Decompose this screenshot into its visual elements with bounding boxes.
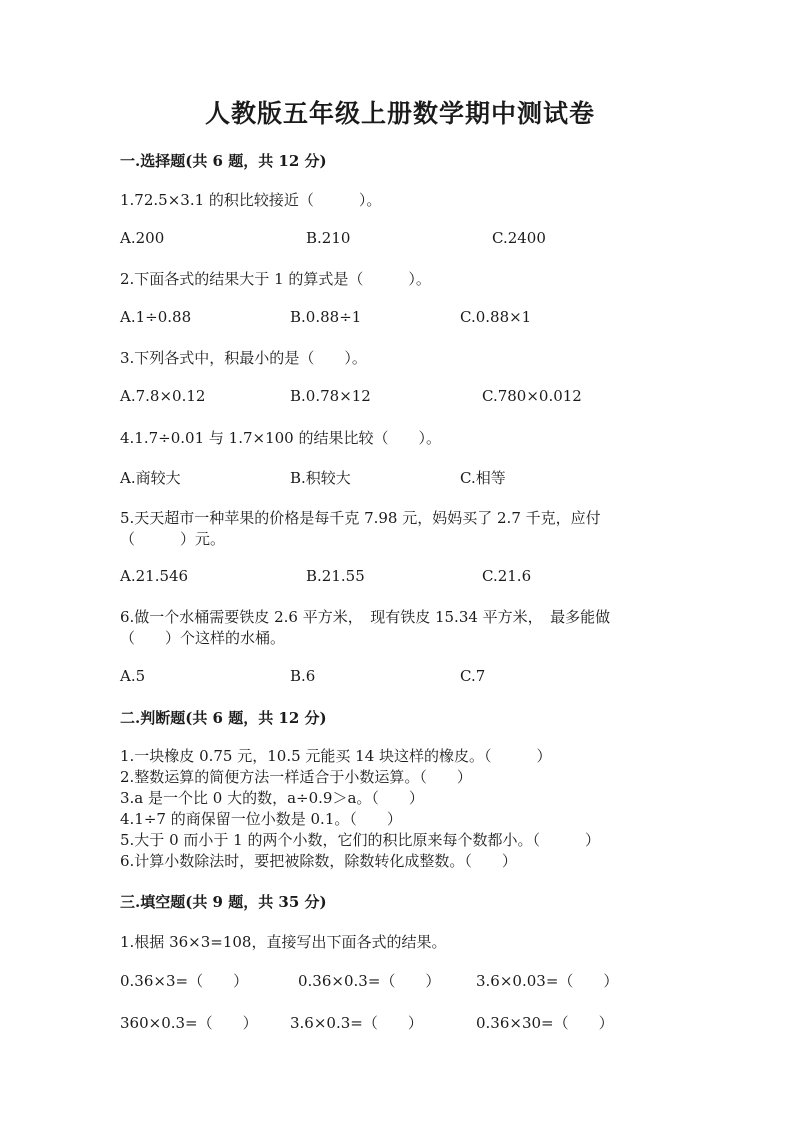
option-b: B.21.55 — [306, 567, 365, 585]
statement-item: 2.整数运算的简便方法一样适合于小数运算。（ ） — [120, 768, 472, 786]
blank-expression: 3.6×0.3=（ ） — [290, 1014, 423, 1032]
option-c: C.0.88×1 — [460, 308, 532, 326]
option-a: A.商较大 — [120, 469, 181, 487]
option-a: A.1÷0.88 — [120, 308, 192, 326]
section-heading-fill-blank: 三.填空题(共 9 题，共 35 分) — [120, 893, 327, 911]
section-heading-choice: 一.选择题(共 6 题，共 12 分) — [120, 152, 327, 170]
option-a: A.7.8×0.12 — [120, 387, 206, 405]
option-a: A.5 — [120, 667, 146, 685]
option-a: A.21.546 — [120, 567, 189, 585]
option-c: C.21.6 — [482, 567, 532, 585]
option-b: B.6 — [290, 667, 316, 685]
option-c: C.7 — [460, 667, 486, 685]
option-a: A.200 — [120, 229, 165, 247]
blank-expression: 0.36×0.3=（ ） — [298, 972, 441, 990]
statement-item: 6.计算小数除法时，要把被除数，除数转化成整数。（ ） — [120, 852, 517, 870]
question-text: 1.72.5×3.1 的积比较接近（ ）。 — [120, 191, 382, 209]
blank-expression: 0.36×30=（ ） — [476, 1014, 614, 1032]
option-c: C.2400 — [492, 229, 546, 247]
option-b: B.210 — [306, 229, 351, 247]
page-title: 人教版五年级上册数学期中测试卷 — [204, 99, 595, 128]
option-b: B.0.78×12 — [290, 387, 371, 405]
question-text: 5.天天超市一种苹果的价格是每千克 7.98 元，妈妈买了 2.7 千克，应付 — [120, 509, 601, 527]
statement-item: 1.一块橡皮 0.75 元，10.5 元能买 14 块这样的橡皮。（ ） — [120, 747, 552, 765]
option-c: C.780×0.012 — [482, 387, 582, 405]
blank-expression: 360×0.3=（ ） — [120, 1014, 258, 1032]
blank-expression: 3.6×0.03=（ ） — [476, 972, 619, 990]
blank-expression: 0.36×3=（ ） — [120, 972, 249, 990]
question-text: 1.根据 36×3=108，直接写出下面各式的结果。 — [120, 933, 447, 951]
question-text: 3.下列各式中，积最小的是（ ）。 — [120, 349, 367, 367]
statement-item: 5.大于 0 而小于 1 的两个小数，它们的积比原来每个数都小。（ ） — [120, 831, 600, 849]
question-text-continued: （ ）个这样的水桶。 — [120, 629, 286, 647]
statement-item: 3.a 是一个比 0 大的数，a÷0.9＞a。（ ） — [120, 789, 424, 807]
section-heading-true-false: 二.判断题(共 6 题，共 12 分) — [120, 709, 327, 727]
option-c: C.相等 — [460, 469, 506, 487]
statement-item: 4.1÷7 的商保留一位小数是 0.1。（ ） — [120, 810, 402, 828]
question-text: 4.1.7÷0.01 与 1.7×100 的结果比较（ ）。 — [120, 429, 441, 447]
question-text: 6.做一个水桶需要铁皮 2.6 平方米， 现有铁皮 15.34 平方米， 最多能做 — [120, 608, 611, 626]
option-b: B.0.88÷1 — [290, 308, 362, 326]
option-b: B.积较大 — [290, 469, 351, 487]
question-text-continued: （ ）元。 — [120, 530, 226, 548]
question-text: 2.下面各式的结果大于 1 的算式是（ ）。 — [120, 270, 431, 288]
